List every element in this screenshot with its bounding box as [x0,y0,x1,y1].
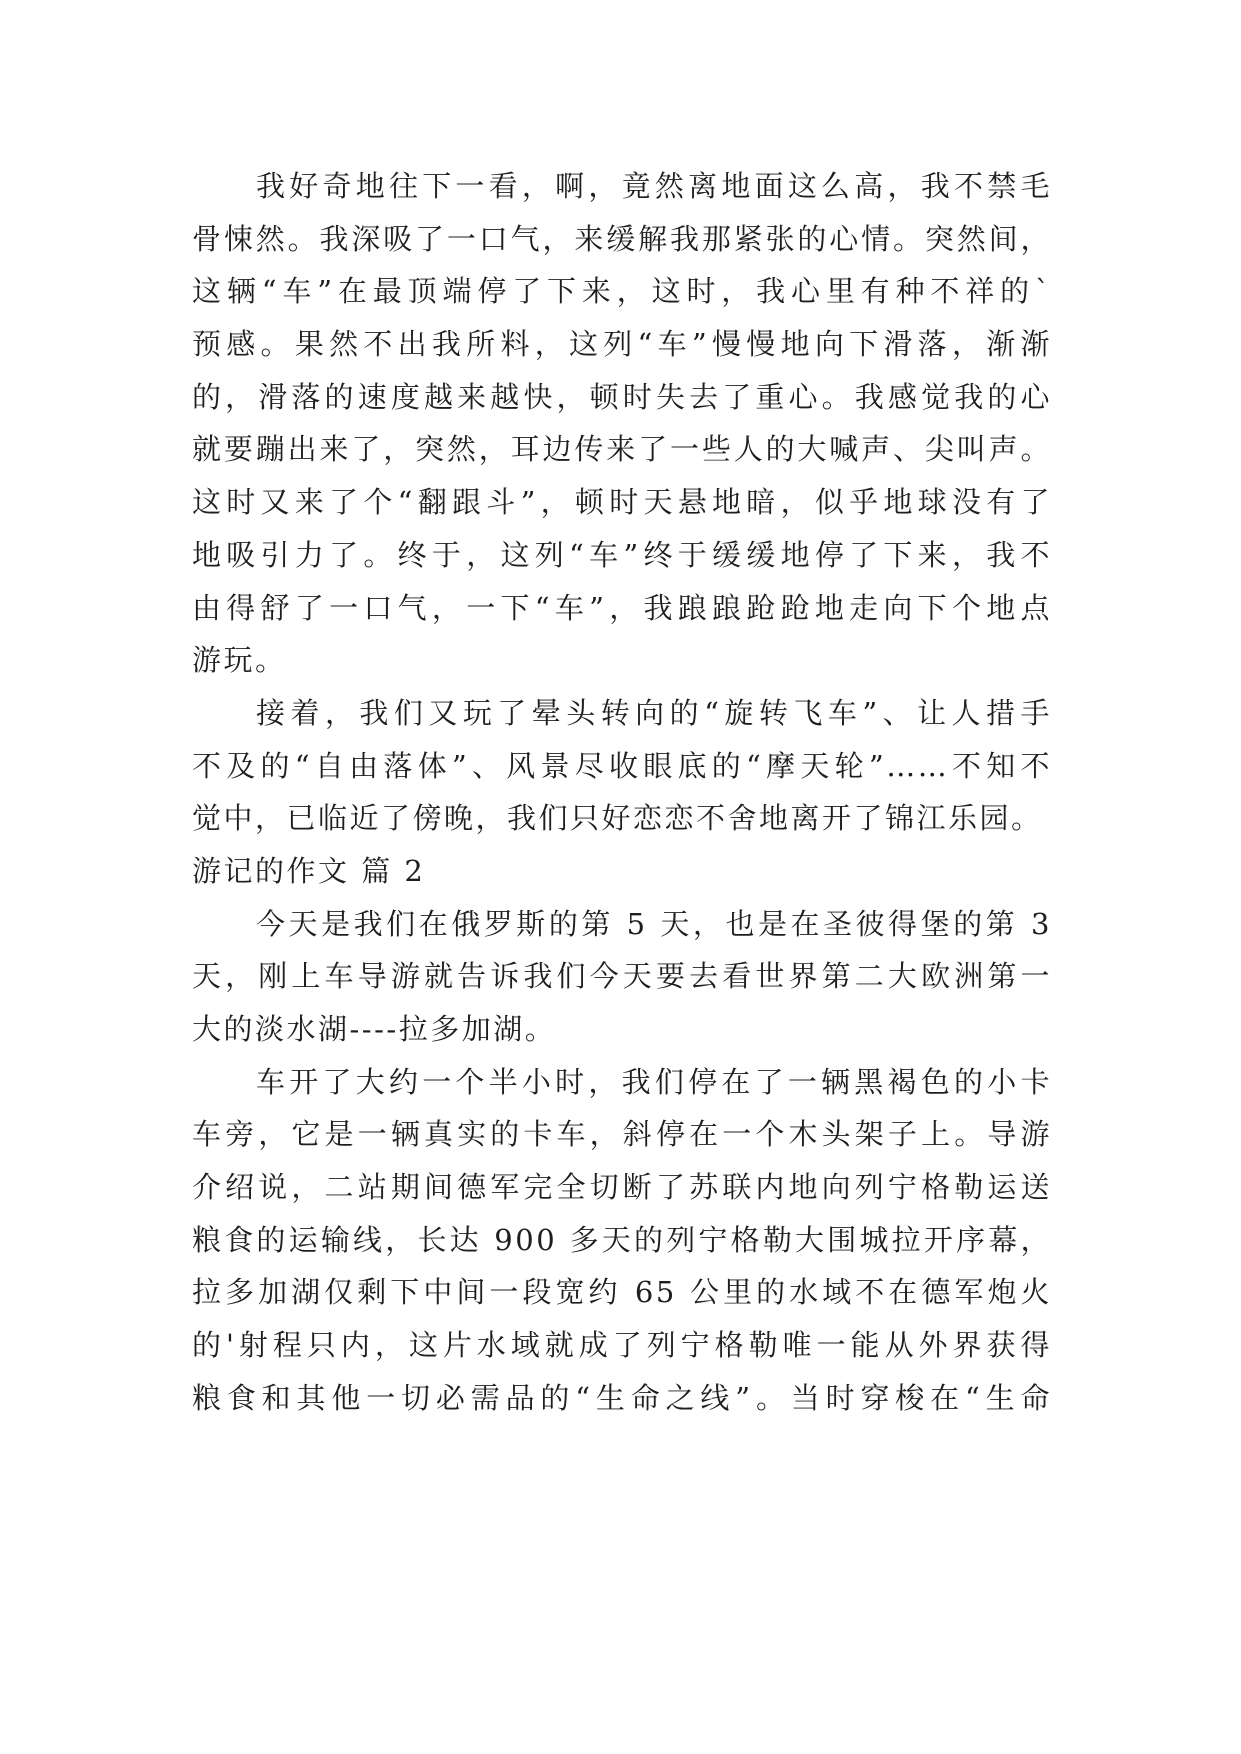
section-heading: 游记的作文 篇 2 [192,853,426,888]
paragraph-4-line: 介绍说，二站期间德军完全切断了苏联内地向列宁格勒运送 [192,1170,1052,1205]
paragraph-2-line: 接着，我们又玩了晕头转向的“旋转飞车”、让人措手 [256,695,1052,730]
paragraph-1-line: 地吸引力了。终于，这列“车”终于缓缓地停了下来，我不 [192,537,1052,572]
paragraph-4-line: 粮食的运输线，长达 900 多天的列宁格勒大围城拉开序幕， [192,1222,1052,1257]
paragraph-1-line: 预感。果然不出我所料，这列“车”慢慢地向下滑落，渐渐 [192,327,1052,362]
paragraph-1-line: 游玩。 [192,643,287,678]
paragraph-1-line: 的，滑落的速度越来越快，顿时失去了重心。我感觉我的心 [192,379,1052,414]
paragraph-1-line: 我好奇地往下一看，啊，竟然离地面这么高，我不禁毛 [256,169,1052,203]
paragraph-4-line: 车开了大约一个半小时，我们停在了一辆黑褐色的小卡 [256,1064,1052,1099]
paragraph-3-line: 今天是我们在俄罗斯的第 5 天，也是在圣彼得堡的第 3 [256,906,1052,941]
paragraph-1-line: 这时又来了个“翻跟斗”，顿时天悬地暗，似乎地球没有了 [192,485,1052,520]
paragraph-2-line: 觉中，已临近了傍晚，我们只好恋恋不舍地离开了锦江乐园。 [192,801,1043,836]
paragraph-1-line: 由得舒了一口气，一下“车”，我踉踉跄跄地走向下个地点 [192,590,1052,625]
paragraph-3-line: 天，刚上车导游就告诉我们今天要去看世界第二大欧洲第一 [192,959,1052,994]
paragraph-1-line: 骨悚然。我深吸了一口气，来缓解我那紧张的心情。突然间， [192,221,1052,256]
paragraph-2-line: 不及的“自由落体”、风景尽收眼底的“摩天轮”……不知不 [192,748,1052,783]
document-body [192,160,1052,1425]
paragraph-4-line: 拉多加湖仅剩下中间一段宽约 65 公里的水域不在德军炮火 [192,1275,1052,1310]
paragraph-3-line: 大的淡水湖----拉多加湖。 [192,1012,557,1046]
paragraph-4-line: 粮食和其他一切必需品的“生命之线”。当时穿梭在“生命 [192,1380,1052,1415]
paragraph-4-line: 车旁，它是一辆真实的卡车，斜停在一个木头架子上。导游 [192,1117,1052,1152]
paragraph-1-line: 就要蹦出来了，突然，耳边传来了一些人的大喊声、尖叫声。 [192,432,1052,467]
paragraph-1-line: 这辆“车”在最顶端停了下来，这时，我心里有种不祥的` [192,274,1052,309]
paragraph-4-line: 的'射程只内，这片水域就成了列宁格勒唯一能从外界获得 [192,1328,1052,1363]
